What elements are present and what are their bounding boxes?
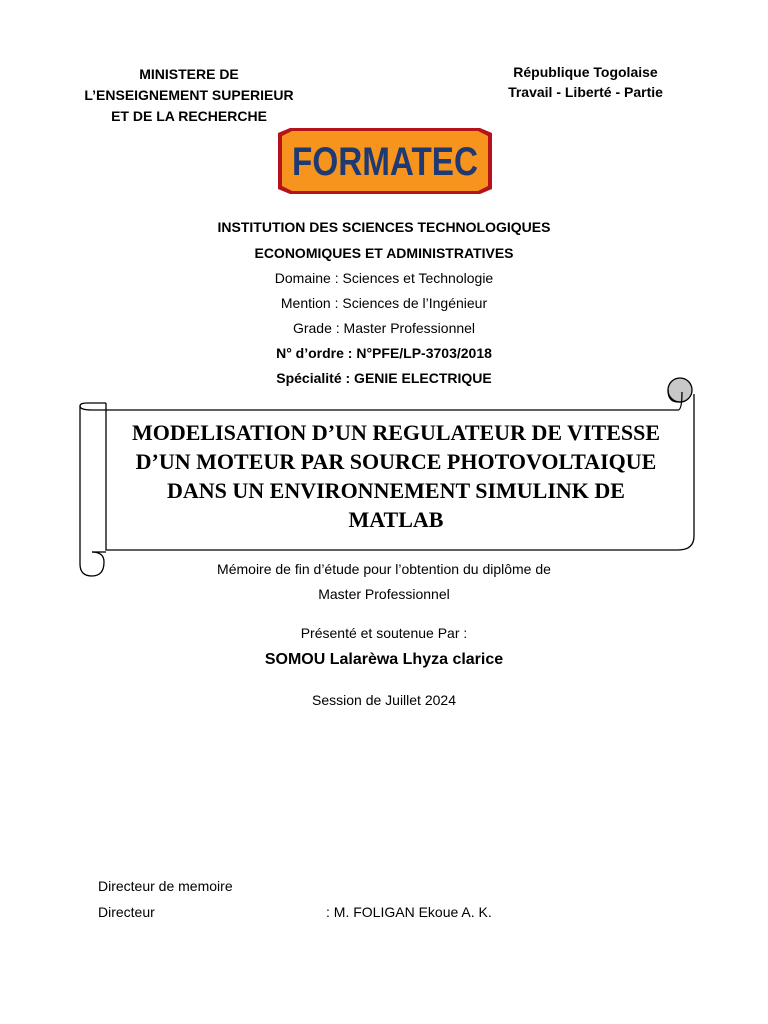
author-name: SOMOU Lalarèwa Lhyza clarice xyxy=(264,651,504,668)
mention: Mention : Sciences de l’Ingénieur xyxy=(280,295,488,311)
republic-name: République Togolaise xyxy=(513,64,658,80)
title-line-2: D’UN MOTEUR PAR SOURCE PHOTOVOLTAIQUE xyxy=(135,449,657,474)
domaine: Domaine : Sciences et Technologie xyxy=(274,270,494,286)
republic-motto: Travail - Liberté - Partie xyxy=(508,84,663,100)
memoire-line-1: Mémoire de fin d’étude pour l’obtention du diplôme de xyxy=(217,561,551,577)
republic-header xyxy=(478,62,693,102)
institution-line-1: INSTITUTION DES SCIENCES TECHNOLOGIQUES xyxy=(217,219,551,235)
director-name: : M. FOLIGAN Ekoue A. K. xyxy=(326,904,492,920)
scroll-top-left-curl xyxy=(80,403,106,410)
scroll-top-right-roll xyxy=(668,378,692,402)
order-number: N° d’ordre : N°PFE/LP-3703/2018 xyxy=(276,345,492,361)
ministry-line-3: ET DE LA RECHERCHE xyxy=(111,108,267,124)
session: Session de Juillet 2024 xyxy=(312,692,456,708)
memoire-line-2: Master Professionnel xyxy=(318,586,450,602)
title-line-3: DANS UN ENVIRONNEMENT SIMULINK DE xyxy=(167,478,625,503)
institution-line-2: ECONOMIQUES ET ADMINISTRATIVES xyxy=(254,245,514,261)
scroll-left-roll xyxy=(80,406,104,576)
ministry-header xyxy=(60,64,318,127)
presented-by-label: Présenté et soutenue Par : xyxy=(300,625,468,641)
director-role: Directeur xyxy=(98,904,155,920)
ministry-line-2: L’ENSEIGNEMENT SUPERIEUR xyxy=(84,87,294,103)
grade: Grade : Master Professionnel xyxy=(292,320,476,336)
title-line-4: MATLAB xyxy=(348,507,444,532)
director-heading: Directeur de memoire xyxy=(98,878,233,894)
ministry-line-1: MINISTERE DE xyxy=(139,66,239,82)
thesis-title xyxy=(108,418,684,534)
logo-text: FORMATEC xyxy=(292,140,478,184)
specialty: Spécialité : GENIE ELECTRIQUE xyxy=(276,370,492,386)
formatec-logo xyxy=(276,127,494,195)
title-line-1: MODELISATION D’UN REGULATEUR DE VITESSE xyxy=(131,420,661,445)
